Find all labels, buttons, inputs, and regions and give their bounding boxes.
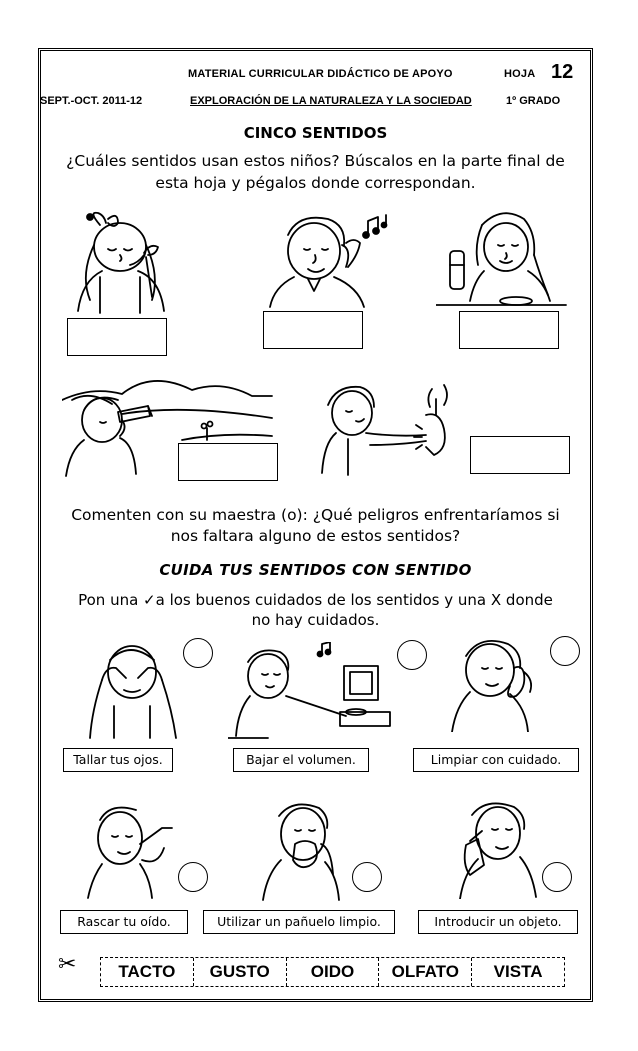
- boy-scratching-ear-illustration: [82, 800, 182, 900]
- section-title-care: CUIDA TUS SENTIDOS CON SENTIDO: [159, 561, 472, 579]
- check-circle-5[interactable]: [352, 862, 382, 892]
- boy-cleaning-ear-illustration: [444, 632, 554, 732]
- sense-gusto[interactable]: GUSTO: [194, 958, 287, 986]
- care-label-6: Introducir un objeto.: [418, 910, 578, 934]
- boy-listening-music-illustration: [268, 205, 398, 310]
- section-title-senses: CINCO SENTIDOS: [243, 124, 388, 142]
- answer-box-1[interactable]: [67, 318, 167, 356]
- sense-olfato[interactable]: OLFATO: [379, 958, 472, 986]
- check-circle-3[interactable]: [550, 636, 580, 666]
- boy-touching-iron-illustration: [318, 375, 468, 480]
- sense-oido[interactable]: OIDO: [287, 958, 380, 986]
- boy-rubbing-eyes-illustration: [80, 640, 190, 740]
- instruction-line-1: Pon una ✓a los buenos cuidados de los sentidos y una X donde: [78, 591, 553, 609]
- subject: EXPLORACIÓN DE LA NATURALEZA Y LA SOCIEDAD: [190, 95, 472, 107]
- grade: 1º GRADO: [506, 95, 561, 107]
- hoja-number: 12: [551, 61, 574, 83]
- period: SEPT.-OCT. 2011-12: [40, 95, 143, 107]
- discussion-line-2: nos faltara alguno de estos sentidos?: [170, 527, 461, 545]
- instruction-line-2: no hay cuidados.: [251, 611, 380, 629]
- cutout-strip: [100, 957, 565, 987]
- sense-tacto[interactable]: TACTO: [101, 958, 194, 986]
- check-circle-2[interactable]: [397, 640, 427, 670]
- answer-box-4[interactable]: [178, 443, 278, 481]
- boy-using-tissue-illustration: [255, 798, 355, 902]
- care-label-1: Tallar tus ojos.: [63, 748, 173, 772]
- program-title: MATERIAL CURRICULAR DIDÁCTICO DE APOYO: [188, 68, 453, 80]
- sense-vista[interactable]: VISTA: [493, 962, 543, 981]
- girl-smelling-flower-illustration: [60, 205, 180, 315]
- answer-box-5[interactable]: [470, 436, 570, 474]
- check-circle-4[interactable]: [178, 862, 208, 892]
- girl-eating-illustration: [436, 205, 571, 310]
- check-circle-6[interactable]: [542, 862, 572, 892]
- care-label-2: Bajar el volumen.: [233, 748, 369, 772]
- boy-inserting-object-illustration: [448, 795, 558, 899]
- hoja-label: HOJA: [504, 68, 536, 80]
- question-line-1: ¿Cuáles sentidos usan estos niños? Búscalos en la parte final de: [66, 152, 565, 170]
- boy-lowering-volume-illustration: [228, 642, 398, 742]
- scissors-icon: ✂: [58, 952, 77, 977]
- care-label-5: Utilizar un pañuelo limpio.: [203, 910, 395, 934]
- check-circle-1[interactable]: [183, 638, 213, 668]
- care-label-4: Rascar tu oído.: [60, 910, 188, 934]
- care-label-3: Limpiar con cuidado.: [413, 748, 579, 772]
- question-line-2: esta hoja y pégalos donde correspondan.: [155, 174, 476, 192]
- answer-box-2[interactable]: [263, 311, 363, 349]
- discussion-line-1: Comenten con su maestra (o): ¿Qué peligros enfrentaríamos si: [71, 506, 560, 524]
- answer-box-3[interactable]: [459, 311, 559, 349]
